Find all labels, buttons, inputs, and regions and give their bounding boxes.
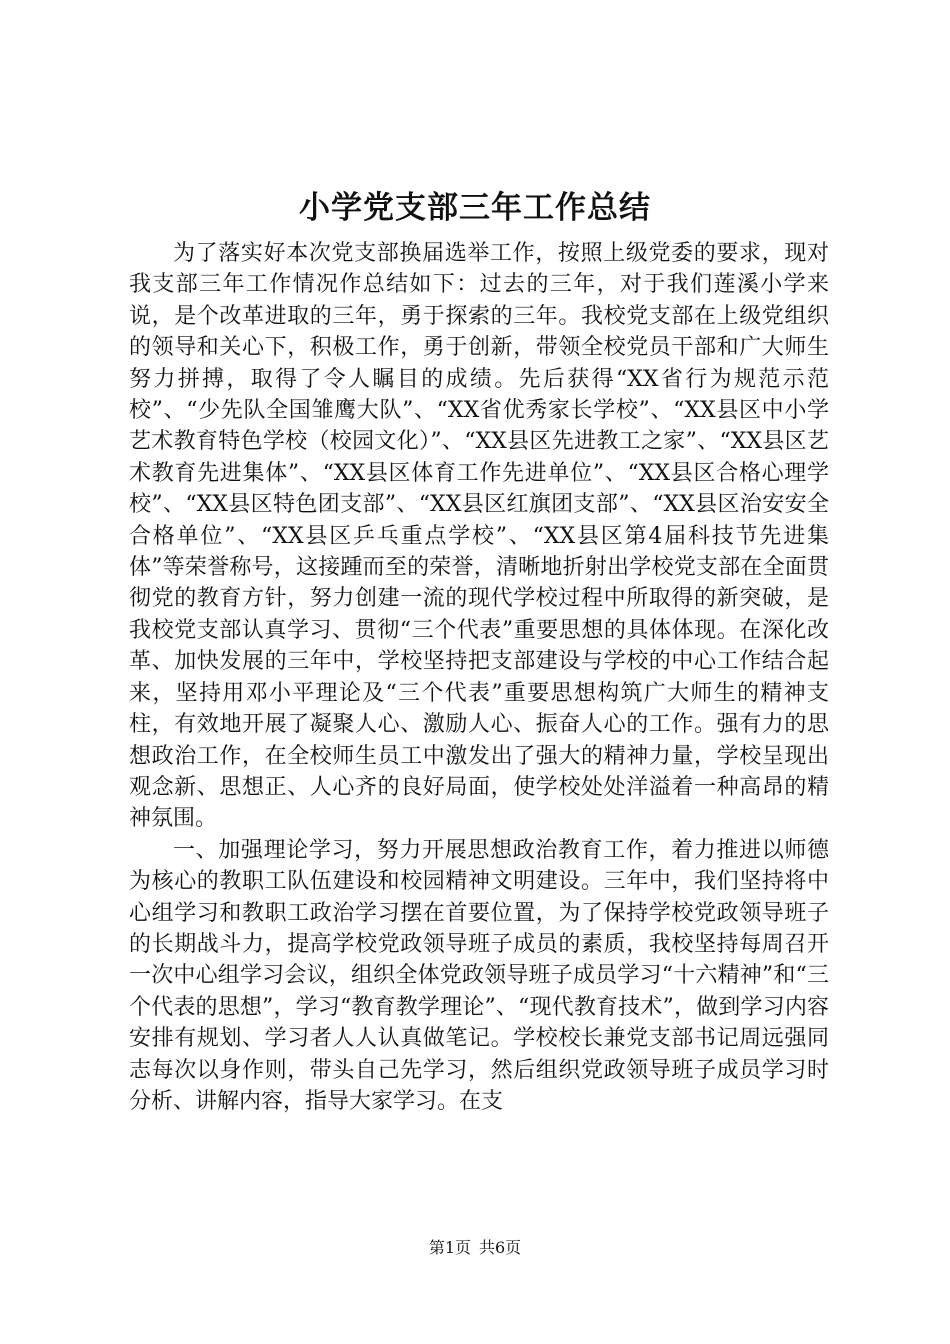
- document-body: [129, 238, 829, 1117]
- page-total: 共6页: [479, 1238, 522, 1257]
- body-paragraph-section-one: 一、加强理论学习，努力开展思想政治教育工作，着力推进以师德为核心的教职工队伍建设和校园精神文明建设。三年中，我们坚持将中心组学习和教职工政治学习摆在首要位置，为了保持学校党政领导班子的长期战斗力，提高学校党政领导班子成员的素质，我校坚持每周召开一次中心组学习会议，组织全体党政领导班子成员学习“十六精神”和“三个代表的思想”，学习“教育教学理论”、“现代教育技术”，做到学习内容安排有规划、学习者人人认真做笔记。学校校长兼党支部书记周远强同志每次以身作则，带头自己先学习，然后组织党政领导班子成员学习时分析、讲解内容，指导大家学习。在支: [129, 837, 829, 1114]
- page-footer: [0, 1238, 950, 1258]
- document-title: 小学党支部三年工作总结: [299, 190, 651, 226]
- body-paragraph-intro: 为了落实好本次党支部换届选举工作，按照上级党委的要求，现对我支部三年工作情况作总结如下：过去的三年，对于我们莲溪小学来说，是个改革进取的三年，勇于探索的三年。我校党支部在上级党组织的领导和关心下，积极工作，勇于创新，带领全校党员干部和广大师生努力拼搏，取得了令人瞩目的成绩。先后获得“XX省行为规范示范校”、“少先队全国雏鹰大队”、“XX省优秀家长学校”、“XX县区中小学艺术教育特色学校（校园文化）”、“XX县区先进教工之家”、“XX县区艺术教育先进集体”、“XX县区体育工作先进单位”、“XX县区合格心理学校”、“XX县区特色团支部”、“XX县区红旗团支部”、“XX县区治安安全合格单位”、“XX县区乒乓重点学校”、“XX县区第4届科技节先进集体”等荣誉称号，这接踵而至的荣誉，清晰地折射出学校党支部在全面贯彻党的教育方针，努力创建一流的现代学校过程中所取得的新突破，是我校党支部认真学习、贯彻“三个代表”重要思想的具体体现。在深化改革、加快发展的三年中，学校坚持把支部建设与学校的中心工作结合起来，坚持用邓小平理论及“三个代表”重要思想构筑广大师生的精神支柱，有效地开展了凝聚人心、激励人心、振奋人心的工作。强有力的思想政治工作，在全校师生员工中激发出了强大的精神力量，学校呈现出观念新、思想正、人心齐的良好局面，使学校处处洋溢着一种高昂的精神氛围。: [129, 241, 829, 832]
- page-number: 第1页: [428, 1238, 471, 1257]
